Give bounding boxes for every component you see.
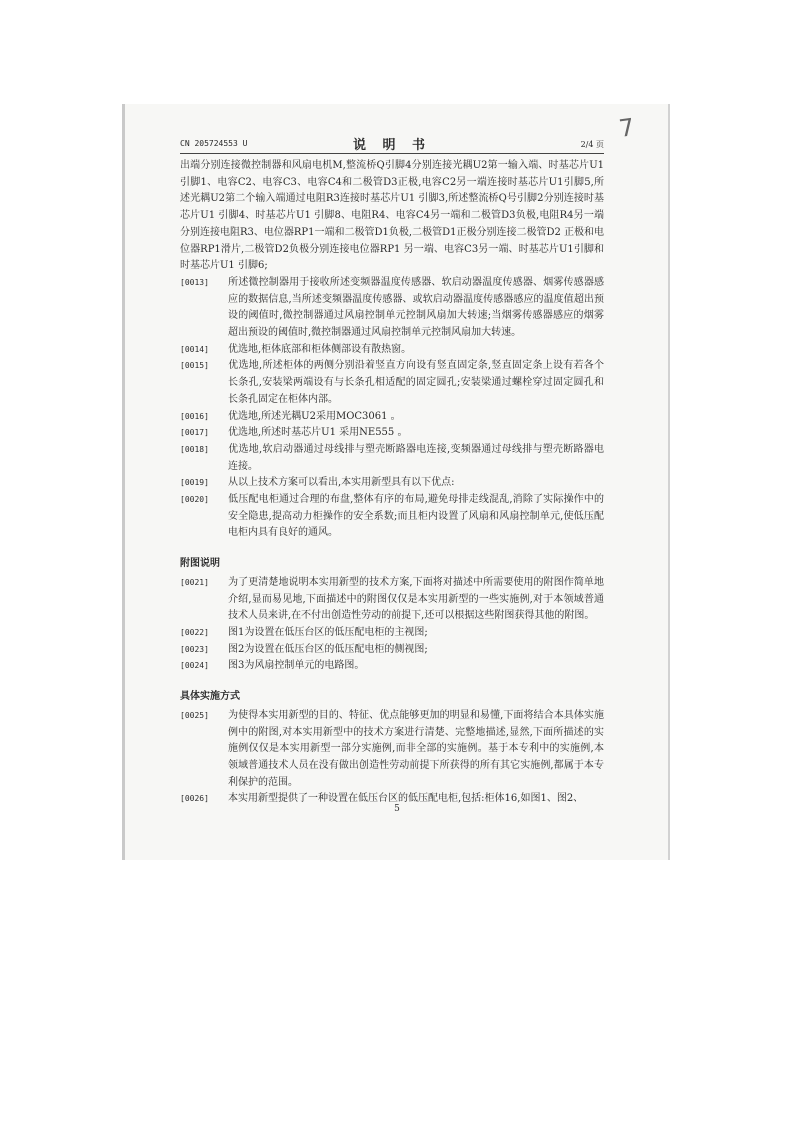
continued-paragraph: 出端分别连接微控制器和风扇电机M,整流桥Q引脚4分别连接光耦U2第一输入端、时基芯片U1引脚1、电容C2、电容C3、电容C4和二极管D3正极,电容C2另一端连接时基芯片U1引脚5,所述光耦U2第二个输入端通过电阻R3连接时基芯片U1 引脚3,所述整流桥Q号引脚2分别连接时基芯片U1 引脚4、时基芯片U1 引脚8、电阻R4、电容C4另一端和二极管D3负极,电阻R4另一端分别连接电阻R3、电位器RP1一端和二极管D1负极,二极管D1正极分别连接二极管D2 正极和电位器RP1滑片,二极管D2负极分别连接电位器RP1 另一端、电容C3另一端、时基芯片U1引脚和时基芯片U1 引脚6; (180, 160, 605, 272)
paragraph-text: 为了更清楚地说明本实用新型的技术方案,下面将对描述中所需要使用的附图作简单地介绍,显而易见地,下面描述中的附图仅仅是本实用新型的一些实施例,对于本领域普通技术人员来讲,在不付出创造性劳动的前提下,还可以根据这些附图获得其他的附图。 (228, 576, 604, 622)
paragraph-group-embodiments (180, 708, 604, 808)
paragraph-group-figures (180, 575, 604, 675)
paragraph-number: [0025] (180, 710, 209, 720)
paragraph-text: 从以上技术方案可以看出,本实用新型具有以下优点: (228, 477, 455, 489)
paragraph-number: [0026] (180, 794, 209, 804)
paragraph-number: [0016] (180, 411, 209, 421)
paragraph-number: [0018] (180, 444, 209, 454)
paragraph-text: 图2为设置在低压台区的低压配电柜的侧视图; (228, 643, 428, 655)
numbered-paragraph (180, 708, 604, 792)
page-number: 5 (394, 804, 400, 814)
paragraph-text: 优选地,所述柜体的两侧分别沿着竖直方向设有竖直固定条,竖直固定条上设有若各个长条孔,安装梁两端设有与长条孔相适配的固定圆孔;安装梁通过螺栓穿过固定圆孔和长条孔固定在柜体内部。 (228, 360, 604, 405)
paragraph-text: 优选地,所述光耦U2采用MOC3061 。 (228, 410, 401, 422)
paragraph-text: 优选地,软启动器通过母线排与塑壳断路器电连接,变频器通过母线排与塑壳断路器电连接。 (228, 443, 604, 472)
numbered-paragraph (180, 642, 604, 659)
paragraph-number: [0019] (180, 478, 209, 488)
paragraph-text: 所述微控制器用于接收所述变频器温度传感器、软启动器温度传感器、烟雾传感器感应的数据信息,当所述变频器温度传感器、或软启动器温度传感器感应的温度值超出预设的阈值时,微控制器通过风扇控制单元控制风扇加大转速;当烟雾传感器感应的烟雾超出预设的阈值时,微控制器通过风扇控制单元控制风扇加大转速。 (228, 276, 604, 339)
paragraph-text: 低压配电柜通过合理的布盘,整体有序的布局,避免母排走线混乱,消除了实际操作中的安全隐患,提高动力柜操作的安全系数;而且柜内设置了风扇和风扇控制单元,使低压配电柜内具有良好的通风。 (228, 494, 604, 539)
section-heading-embodiments: 具体实施方式 (180, 691, 240, 703)
paragraph-number: [0015] (180, 361, 209, 371)
numbered-paragraph (180, 275, 604, 342)
paragraph-text: 优选地,柜体底部和柜体侧部设有散热窗。 (228, 343, 412, 355)
numbered-paragraph (180, 658, 604, 675)
paragraph-number: [0024] (180, 661, 209, 671)
numbered-paragraph (180, 625, 604, 642)
section-heading-figures: 附图说明 (180, 558, 220, 570)
numbered-paragraph (180, 358, 604, 408)
paragraph-group-summary (180, 275, 604, 542)
numbered-paragraph (180, 575, 604, 625)
paragraph-number: [0020] (180, 495, 209, 505)
numbered-paragraph (180, 475, 604, 492)
handwritten-page-mark: 7 (617, 113, 637, 143)
paragraph-number: [0013] (180, 277, 209, 287)
paragraph-number: [0014] (180, 344, 209, 354)
paragraph-number: [0017] (180, 428, 209, 438)
page-header (180, 134, 604, 154)
paragraph-text: 优选地,所述时基芯片U1 采用NE555 。 (228, 427, 408, 439)
paragraph-text: 本实用新型提供了一种设置在低压台区的低压配电柜,包括:柜体16,如图1、图2、 (228, 793, 584, 805)
paragraph-number: [0021] (180, 577, 209, 587)
paragraph-number: [0023] (180, 644, 209, 654)
numbered-paragraph (180, 442, 604, 475)
header-rule (180, 153, 604, 154)
paragraph-number: [0022] (180, 627, 209, 637)
paragraph-text: 图1为设置在低压台区的低压配电柜的主视图; (228, 626, 428, 638)
numbered-paragraph (180, 492, 604, 542)
numbered-paragraph (180, 409, 604, 426)
page-info: 2/4 页 (580, 140, 604, 149)
numbered-paragraph (180, 342, 604, 359)
paragraph-text: 为使得本实用新型的目的、特征、优点能够更加的明显和易懂,下面将结合本具体实施例中的附图,对本实用新型中的技术方案进行清楚、完整地描述,显然,下面所描述的实施例仅仅是本实用新型一部分实施例,而非全部的实施例。基于本专利中的实施例,本领域普通技术人员在没有做出创造性劳动前提下所获得的所有其它实施例,都属于本专利保护的范围。 (228, 709, 604, 788)
document-title: 说 明 书 (352, 138, 432, 153)
numbered-paragraph (180, 425, 604, 442)
publication-number: CN 205724553 U (180, 139, 248, 148)
document-body (180, 158, 604, 808)
paragraph-text: 图3为风扇控制单元的电路图。 (228, 660, 365, 672)
